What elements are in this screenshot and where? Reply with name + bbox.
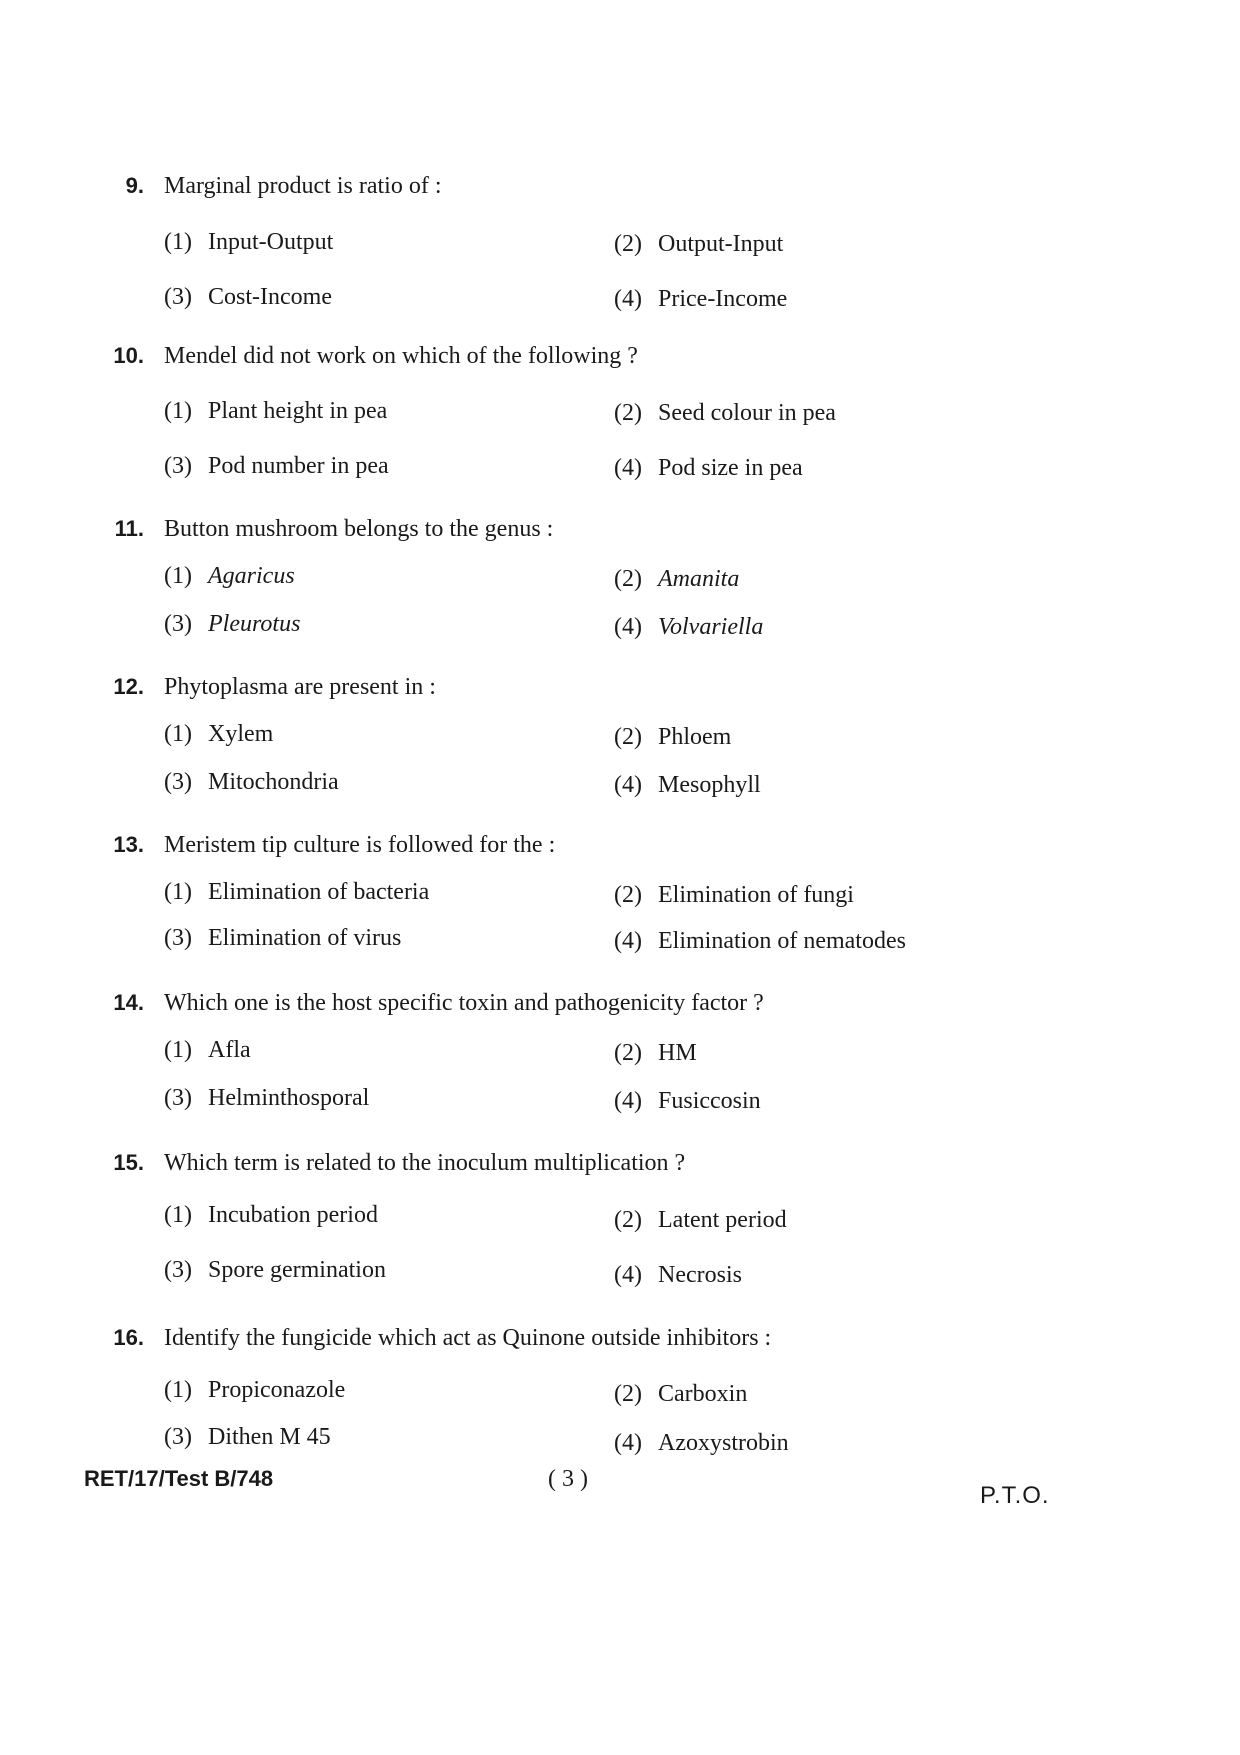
option-label: Helminthosporal: [208, 1085, 370, 1111]
option-3: [164, 1256, 386, 1284]
option-label: Agaricus: [208, 563, 295, 589]
option-label: Xylem: [208, 721, 274, 747]
option-number: (2): [614, 1040, 642, 1066]
question-text: Marginal product is ratio of :: [164, 173, 442, 199]
option-1: [164, 397, 387, 425]
option-number: (1): [164, 879, 192, 905]
option-label: Necrosis: [658, 1262, 742, 1288]
option-label: Input-Output: [208, 229, 334, 255]
option-4: [614, 454, 803, 482]
option-2: [614, 230, 783, 258]
option-label: Mesophyll: [658, 772, 761, 798]
option-number: (2): [614, 1207, 642, 1233]
option-1: [164, 1036, 251, 1064]
option-number: (1): [164, 1202, 192, 1228]
option-label: Afla: [208, 1037, 251, 1063]
option-label: HM: [658, 1040, 697, 1066]
option-1: [164, 562, 295, 590]
option-2: [614, 723, 731, 751]
option-1: [164, 228, 333, 256]
option-4: [614, 771, 761, 799]
option-number: (4): [614, 614, 642, 640]
option-1: [164, 720, 273, 748]
option-number: (2): [614, 400, 642, 426]
question-number: 11.: [114, 516, 144, 541]
option-2: [614, 1206, 787, 1234]
option-label: Volvariella: [658, 614, 764, 640]
option-number: (2): [614, 882, 642, 908]
option-number: (3): [164, 1424, 192, 1450]
option-3: [164, 610, 300, 638]
option-4: [614, 613, 763, 641]
option-label: Elimination of nematodes: [658, 928, 906, 954]
option-label: Dithen M 45: [208, 1424, 331, 1450]
option-number: (4): [614, 928, 642, 954]
option-label: Incubation period: [208, 1202, 378, 1228]
option-4: [614, 927, 906, 955]
question-text: Which one is the host specific toxin and pathogenicity factor ?: [164, 990, 764, 1016]
option-number: (4): [614, 286, 642, 312]
option-number: (3): [164, 611, 192, 637]
question-text: Phytoplasma are present in :: [164, 674, 436, 700]
question-number: 13.: [113, 832, 144, 857]
question-number: 16.: [113, 1325, 144, 1350]
option-4: [614, 1429, 789, 1457]
option-2: [614, 565, 739, 593]
option-label: Fusiccosin: [658, 1088, 761, 1114]
option-number: (1): [164, 1037, 192, 1063]
option-label: Pod number in pea: [208, 453, 389, 479]
option-4: [614, 1087, 761, 1115]
option-label: Phloem: [658, 724, 732, 750]
option-3: [164, 283, 332, 311]
option-number: (3): [164, 1085, 192, 1111]
page-number: ( 3 ): [548, 1466, 588, 1492]
option-label: Latent period: [658, 1207, 787, 1233]
question-text: Which term is related to the inoculum multiplication ?: [164, 1150, 686, 1176]
option-3: [164, 452, 389, 480]
option-2: [614, 1380, 747, 1408]
option-1: [164, 1376, 345, 1404]
option-label: Price-Income: [658, 286, 788, 312]
question-text: Identify the fungicide which act as Quinone outside inhibitors :: [164, 1325, 772, 1351]
option-label: Elimination of virus: [208, 925, 402, 951]
question-text: Mendel did not work on which of the following ?: [164, 343, 638, 369]
option-label: Elimination of bacteria: [208, 879, 430, 905]
option-number: (4): [614, 455, 642, 481]
option-label: Seed colour in pea: [658, 400, 836, 426]
question-text: Button mushroom belongs to the genus :: [164, 516, 554, 542]
option-label: Propiconazole: [208, 1377, 346, 1403]
option-2: [614, 399, 836, 427]
question-number: 15.: [113, 1150, 144, 1175]
option-label: Cost-Income: [208, 284, 332, 310]
question-number: 9.: [125, 173, 144, 198]
option-number: (2): [614, 231, 642, 257]
option-label: Pleurotus: [208, 611, 301, 637]
option-number: (3): [164, 925, 192, 951]
option-2: [614, 881, 854, 909]
option-number: (1): [164, 229, 192, 255]
option-label: Spore germination: [208, 1257, 386, 1283]
option-number: (2): [614, 724, 642, 750]
option-label: Carboxin: [658, 1381, 748, 1407]
option-number: (2): [614, 566, 642, 592]
option-1: [164, 878, 429, 906]
option-number: (1): [164, 721, 192, 747]
question-number: 14.: [113, 990, 144, 1015]
test-code: RET/17/Test B/748: [84, 1466, 274, 1491]
option-3: [164, 924, 401, 952]
option-4: [614, 285, 787, 313]
option-label: Pod size in pea: [658, 455, 803, 481]
option-number: (3): [164, 453, 192, 479]
option-number: (4): [614, 1088, 642, 1114]
option-number: (1): [164, 1377, 192, 1403]
option-3: [164, 768, 339, 796]
option-label: Mitochondria: [208, 769, 339, 795]
option-4: [614, 1261, 742, 1289]
option-label: Output-Input: [658, 231, 784, 257]
option-3: [164, 1084, 369, 1112]
please-turn-over: P.T.O.: [980, 1482, 1050, 1509]
option-number: (4): [614, 772, 642, 798]
option-number: (3): [164, 769, 192, 795]
option-label: Azoxystrobin: [658, 1430, 789, 1456]
option-number: (4): [614, 1262, 642, 1288]
option-3: [164, 1423, 331, 1451]
option-number: (1): [164, 398, 192, 424]
option-2: [614, 1039, 697, 1067]
option-number: (3): [164, 284, 192, 310]
option-number: (3): [164, 1257, 192, 1283]
option-label: Elimination of fungi: [658, 882, 854, 908]
question-number: 12.: [113, 674, 144, 699]
option-1: [164, 1201, 378, 1229]
option-label: Amanita: [658, 566, 740, 592]
option-number: (1): [164, 563, 192, 589]
option-number: (2): [614, 1381, 642, 1407]
option-number: (4): [614, 1430, 642, 1456]
question-text: Meristem tip culture is followed for the :: [164, 832, 556, 858]
question-number: 10.: [113, 343, 144, 368]
option-label: Plant height in pea: [208, 398, 388, 424]
